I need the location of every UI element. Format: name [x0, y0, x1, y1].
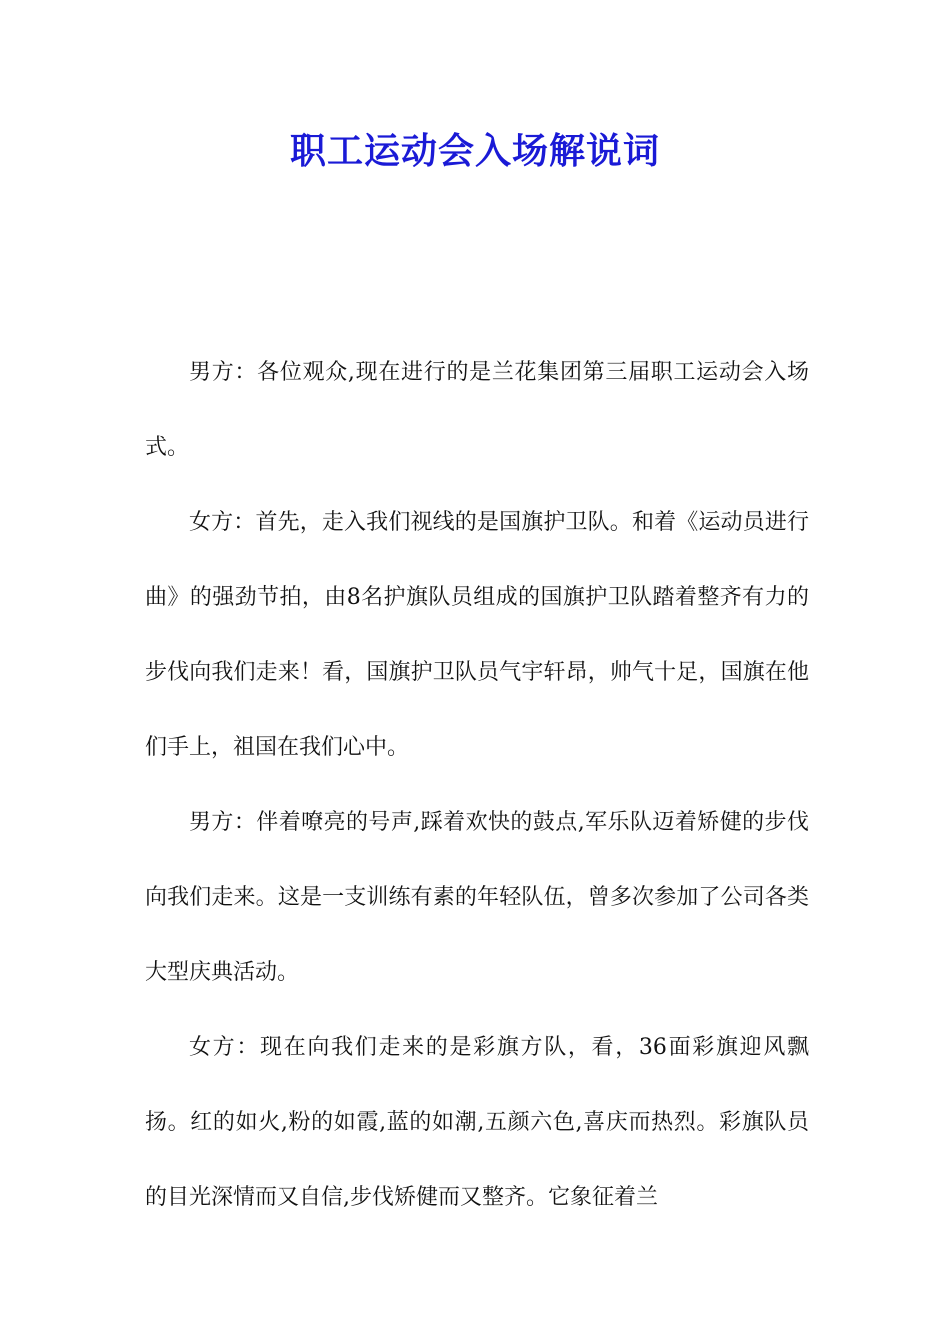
paragraph: 男方：伴着嘹亮的号声,踩着欢快的鼓点,军乐队迈着矫健的步伐向我们走来。这是一支训练有素的年轻队伍，曾多次参加了公司各类大型庆典活动。 — [145, 810, 809, 985]
document-body — [145, 335, 809, 1235]
paragraph: 女方：现在向我们走来的是彩旗方队，看，36面彩旗迎风飘扬。红的如火,粉的如霞,蓝的如潮,五颜六色,喜庆而热烈。彩旗队员的目光深情而又自信,步伐矫健而又整齐。它象征着兰 — [145, 1035, 809, 1210]
document-title: 职工运动会入场解说词 — [289, 131, 660, 172]
paragraph: 男方：各位观众,现在进行的是兰花集团第三届职工运动会入场式。 — [145, 360, 809, 460]
paragraph: 女方：首先，走入我们视线的是国旗护卫队。和着《运动员进行曲》的强劲节拍，由8名护旗队员组成的国旗护卫队踏着整齐有力的步伐向我们走来！看，国旗护卫队员气宇轩昂，帅气十足，国旗在他们手上，祖国在我们心中。 — [145, 510, 809, 760]
